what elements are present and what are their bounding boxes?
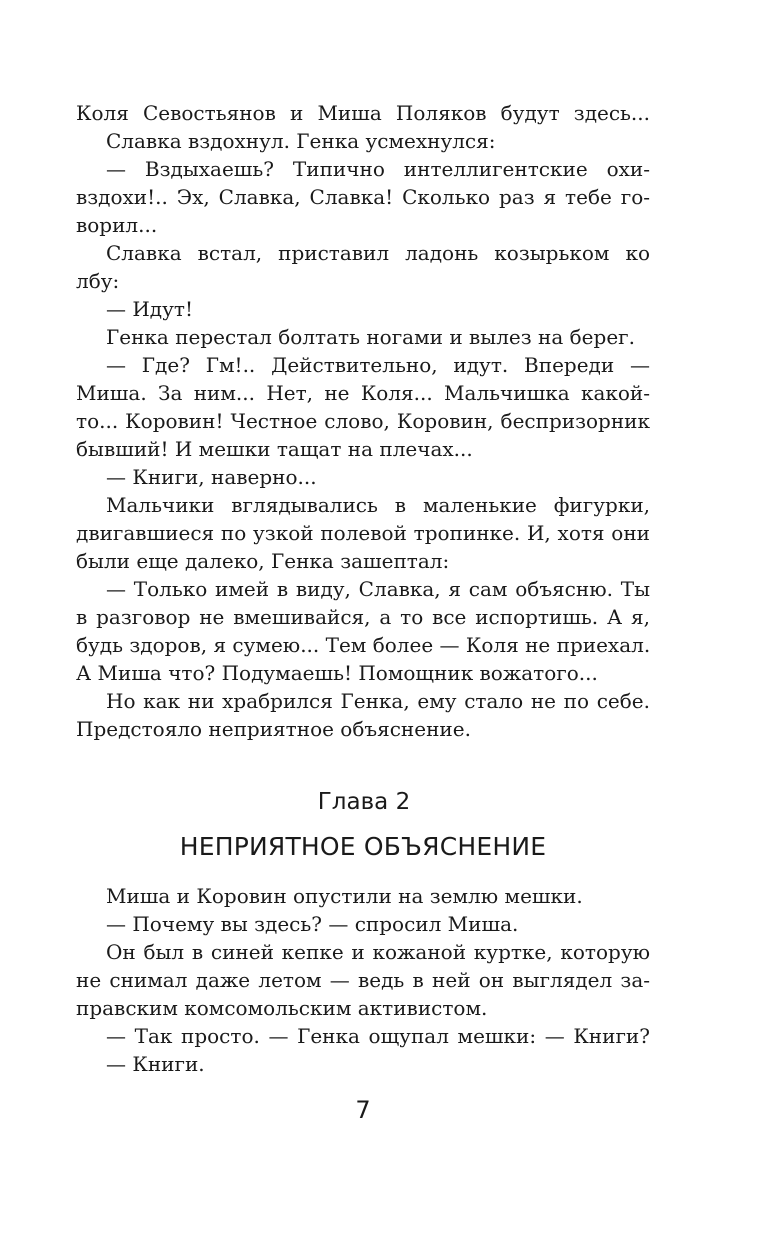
text-line: Славка вздохнул. Генка усмехнулся: [106, 129, 496, 153]
text-line: Генка перестал болтать ногами и вылез на берег. [106, 325, 635, 349]
text-line: лбу: [76, 269, 120, 293]
text-line: то... Коровин! Честное слово, Коровин, беспризорник [76, 409, 650, 433]
text-line: двигавшиеся по узкой полевой тропинке. И, хотя они [76, 521, 650, 545]
text-line: не снимал даже летом — ведь в ней он выглядел за- [76, 968, 650, 992]
text-line: Мальчики вглядывались в маленькие фигурки, [106, 493, 650, 517]
text-line: в разговор не вмешивайся, а то все испортишь. А я, [76, 605, 650, 629]
text-line: ворил... [76, 213, 158, 237]
text-line: — Идут! [106, 297, 193, 321]
text-line: были еще далеко, Генка зашептал: [76, 549, 450, 573]
page-number: 7 [355, 1096, 371, 1124]
text-line: — Почему вы здесь? — спросил Миша. [106, 912, 519, 936]
text-line: — Где? Гм!.. Действительно, идут. Впереди — [106, 353, 650, 377]
text-line: Миша. За ним... Нет, не Коля... Мальчишка какой- [76, 381, 650, 405]
body-text-top [76, 99, 650, 743]
text-line: вздохи!.. Эх, Славка, Славка! Сколько раз я тебе го- [76, 185, 650, 209]
chapter-title: НЕПРИЯТНОЕ ОБЪЯСНЕНИЕ [179, 832, 547, 861]
text-line: правским комсомольским активистом. [76, 996, 488, 1020]
text-line: — Книги. [106, 1052, 205, 1076]
text-line: — Книги, наверно... [106, 465, 317, 489]
body-text-bottom [76, 882, 650, 1078]
text-line: будь здоров, я сумею... Тем более — Коля не приехал. [76, 633, 651, 657]
text-line: Предстояло неприятное объяснение. [76, 717, 471, 741]
text-line: бывший! И мешки тащат на плечах... [76, 437, 473, 461]
text-line: Он был в синей кепке и кожаной куртке, которую [106, 940, 650, 964]
text-line: Но как ни храбрился Генка, ему стало не по себе. [106, 689, 650, 713]
text-line: — Вздыхаешь? Типично интеллигентские охи- [106, 157, 650, 181]
text-line: — Так просто. — Генка ощупал мешки: — Книги? [106, 1024, 650, 1048]
text-line: Коля Севостьянов и Миша Поляков будут здесь... [76, 101, 650, 125]
text-line: Славка встал, приставил ладонь козырьком ко [106, 241, 650, 265]
chapter-number: Глава 2 [317, 789, 411, 815]
text-line: Миша и Коровин опустили на землю мешки. [106, 884, 583, 908]
text-line: А Миша что? Подумаешь! Помощник вожатого... [76, 661, 598, 685]
text-line: — Только имей в виду, Славка, я сам объясню. Ты [106, 577, 650, 601]
